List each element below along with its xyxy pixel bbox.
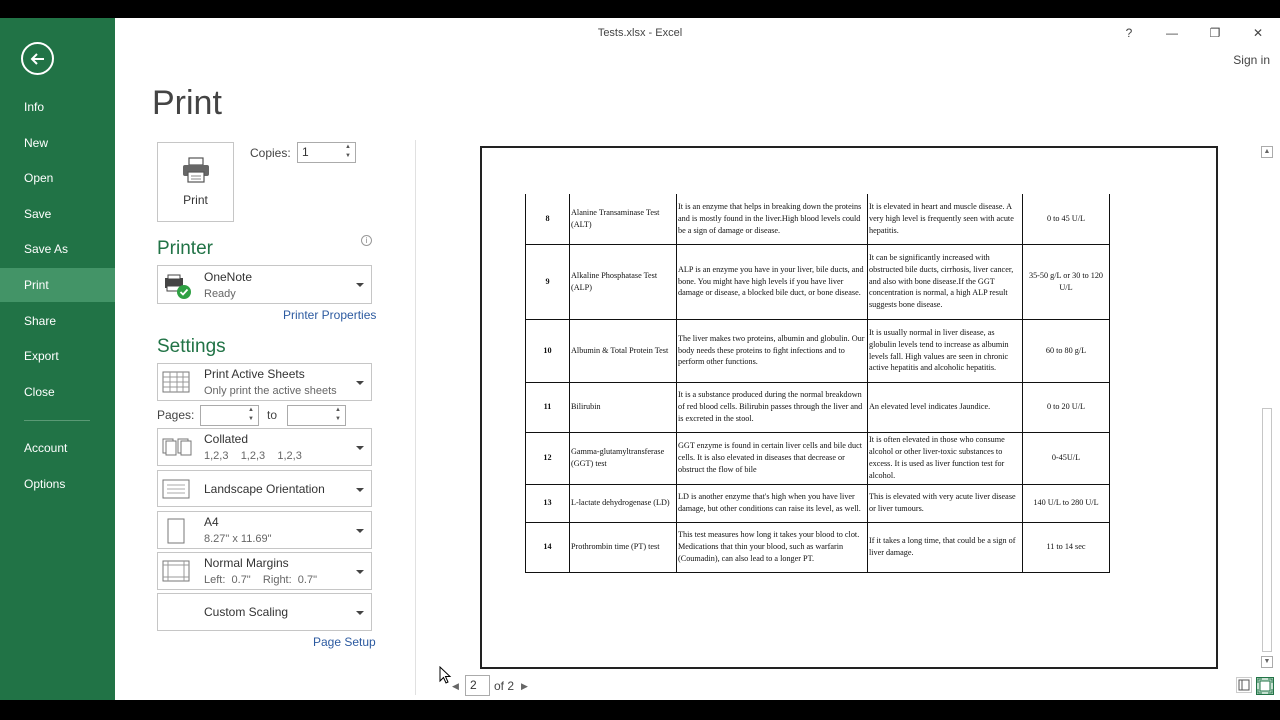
row-number: 13: [526, 484, 570, 522]
test-name: Bilirubin: [570, 382, 677, 432]
chevron-down-icon: [356, 529, 364, 533]
minimize-button[interactable]: —: [1166, 26, 1178, 40]
row-number: 14: [526, 522, 570, 572]
test-elevation: It is elevated in heart and muscle disease. A very high level is frequently seen with acute hepatitis.: [868, 194, 1023, 244]
landscape-page-icon: [161, 478, 191, 500]
test-description: ALP is an enzyme you have in your liver, bile ducts, and bone. You might have high levels if you have liver damage or disease, a blocked bile duct, or bone disease.: [677, 244, 868, 319]
collation-title: Collated: [204, 432, 249, 446]
next-page-icon[interactable]: ▶: [521, 681, 528, 691]
nav-share[interactable]: Share: [24, 314, 57, 328]
collation-dropdown[interactable]: [157, 428, 372, 466]
screen-top-letterbox: [0, 0, 1280, 18]
test-name: Gamma-glutamyltransferase (GGT) test: [570, 432, 677, 484]
page-count: of 2: [494, 679, 515, 693]
nav-info[interactable]: Info: [24, 100, 45, 114]
normal-range: 0 to 20 U/L: [1023, 382, 1110, 432]
window-title: Tests.xlsx - Excel: [597, 27, 683, 39]
sheet-grid-icon: [161, 370, 191, 394]
normal-range: 0 to 45 U/L: [1023, 194, 1110, 244]
paper-size-dropdown[interactable]: [157, 511, 372, 549]
copies-stepper[interactable]: ▲ ▼: [345, 144, 351, 159]
zoom-to-page-icon[interactable]: [1256, 677, 1274, 695]
test-description: It is a substance produced during the normal breakdown of red blood cells. Bilirubin passes through the liver and is excreted in the stool.: [677, 382, 868, 432]
collation-subtitle: 1,2,3 1,2,3 1,2,3: [204, 450, 302, 462]
preview-table: [525, 194, 1110, 573]
chevron-down-icon: [356, 570, 364, 574]
test-description: It is an enzyme that helps in breaking down the proteins and is mostly found in the liver.High blood levels could be a sign of damage or disease.: [677, 194, 868, 244]
back-arrow-icon: [28, 49, 48, 69]
test-name: Prothrombin time (PT) test: [570, 522, 677, 572]
printer-dropdown[interactable]: [157, 265, 372, 304]
previous-page-icon[interactable]: ◀: [452, 681, 459, 691]
chevron-down-icon: [356, 283, 364, 287]
test-name: Alanine Transaminase Test (ALT): [570, 194, 677, 244]
pages-label: Pages:: [157, 408, 195, 422]
row-number: 8: [526, 194, 570, 244]
info-icon[interactable]: i: [361, 235, 372, 246]
screen-bottom-letterbox: [0, 700, 1280, 720]
zoom-page-icon: [1257, 678, 1273, 694]
chevron-down-icon: [356, 611, 364, 615]
panel-divider: [415, 140, 416, 695]
margins-icon: [161, 559, 191, 583]
orientation-dropdown[interactable]: [157, 470, 372, 507]
table-row: [526, 484, 1110, 522]
normal-range: 0-45U/L: [1023, 432, 1110, 484]
test-elevation: It is often elevated in those who consume alcohol or other liver-toxic substances to excess. It is used as liver function test for alcohol.: [868, 432, 1023, 484]
paper-size-subtitle: 8.27" x 11.69": [204, 533, 272, 545]
table-row: [526, 522, 1110, 572]
pages-to-stepper[interactable]: ▲ ▼: [335, 407, 341, 422]
nav-close[interactable]: Close: [24, 385, 55, 399]
current-page-input[interactable]: 2: [465, 675, 490, 696]
scroll-down-icon[interactable]: ▼: [1261, 656, 1273, 668]
printer-icon: [182, 157, 210, 183]
page-setup-link[interactable]: Page Setup: [313, 635, 376, 649]
row-number: 9: [526, 244, 570, 319]
pages-from-stepper[interactable]: ▲ ▼: [248, 407, 254, 422]
test-elevation: This is elevated with very acute liver disease or liver tumours.: [868, 484, 1023, 522]
mouse-cursor-icon: [439, 666, 453, 686]
help-button[interactable]: ?: [1125, 26, 1133, 40]
show-margins-icon[interactable]: [1236, 677, 1252, 693]
test-description: LD is another enzyme that's high when you have liver damage, but other conditions can raise its level, as well.: [677, 484, 868, 522]
table-row: [526, 244, 1110, 319]
close-window-button[interactable]: ✕: [1252, 26, 1264, 40]
collated-icon: [161, 437, 193, 457]
restore-button[interactable]: ❐: [1209, 26, 1221, 40]
copies-value: 1: [302, 145, 309, 159]
table-row: [526, 319, 1110, 382]
scaling-title: Custom Scaling: [204, 605, 289, 619]
preview-scrollbar[interactable]: [1260, 144, 1274, 670]
margins-dropdown[interactable]: [157, 552, 372, 590]
test-description: This test measures how long it takes your blood to clot. Medications that thin your blood, such as warfarin (Coumadin), can also lead to a longer PT.: [677, 522, 868, 572]
printer-ready-icon: [163, 274, 193, 300]
scroll-thumb[interactable]: [1262, 408, 1272, 652]
printer-status: Ready: [204, 288, 236, 300]
portrait-page-icon: [166, 517, 186, 545]
test-elevation: An elevated level indicates Jaundice.: [868, 382, 1023, 432]
nav-save[interactable]: Save: [24, 207, 52, 221]
test-elevation: It can be significantly increased with obstructed bile ducts, cirrhosis, liver cancer, and also with bone disease.If the GGT concentration is normal, a high ALP result suggests bone disease.: [868, 244, 1023, 319]
test-name: Albumin & Total Protein Test: [570, 319, 677, 382]
back-button[interactable]: [21, 42, 54, 75]
printer-properties-link[interactable]: Printer Properties: [283, 308, 377, 322]
settings-heading: Settings: [157, 336, 226, 357]
excel-backstage: [0, 18, 1280, 700]
sign-in-link[interactable]: Sign in: [1233, 53, 1270, 67]
nav-save-as[interactable]: Save As: [24, 242, 69, 256]
normal-range: 60 to 80 g/L: [1023, 319, 1110, 382]
page-title: Print: [152, 84, 222, 122]
backstage-sidebar: [0, 18, 115, 700]
print-button[interactable]: [157, 142, 234, 222]
copies-label: Copies:: [250, 146, 291, 160]
copies-input[interactable]: [297, 142, 356, 163]
chevron-down-icon: [356, 446, 364, 450]
test-name: L-lactate dehydrogenase (LD): [570, 484, 677, 522]
nav-divider: [24, 420, 90, 421]
test-elevation: It is usually normal in liver disease, as globulin levels tend to increase as albumin levels fall. High values are seen in chronic active hepatitis and alcoholic hepatitis.: [868, 319, 1023, 382]
margins-subtitle: Left: 0.7" Right: 0.7": [204, 574, 317, 586]
row-number: 10: [526, 319, 570, 382]
pages-from-input[interactable]: [200, 405, 259, 426]
nav-open[interactable]: Open: [24, 171, 54, 185]
printer-name: OneNote: [204, 270, 253, 284]
print-what-title: Print Active Sheets: [204, 367, 305, 381]
print-button-label: Print: [183, 193, 208, 207]
test-name: Alkaline Phosphatase Test (ALP): [570, 244, 677, 319]
table-row: [526, 194, 1110, 244]
row-number: 11: [526, 382, 570, 432]
normal-range: 11 to 14 sec: [1023, 522, 1110, 572]
normal-range: 140 U/L to 280 U/L: [1023, 484, 1110, 522]
row-number: 12: [526, 432, 570, 484]
print-what-subtitle: Only print the active sheets: [204, 385, 337, 397]
margins-toggle-icon: [1237, 678, 1251, 692]
test-description: The liver makes two proteins, albumin and globulin. Our body needs these proteins to fight infections and to perform other functions.: [677, 319, 868, 382]
nav-export[interactable]: Export: [24, 349, 59, 363]
chevron-down-icon: [356, 488, 364, 492]
print-what-dropdown[interactable]: [157, 363, 372, 401]
nav-account[interactable]: Account: [24, 441, 68, 455]
print-preview-page: [480, 146, 1218, 669]
test-elevation: If it takes a long time, that could be a sign of liver damage.: [868, 522, 1023, 572]
orientation-title: Landscape Orientation: [204, 482, 325, 496]
nav-new[interactable]: New: [24, 136, 49, 150]
chevron-down-icon: [356, 381, 364, 385]
paper-size-title: A4: [204, 515, 219, 529]
scaling-dropdown[interactable]: [157, 593, 372, 631]
pages-to-input[interactable]: [287, 405, 346, 426]
table-row: [526, 382, 1110, 432]
scroll-up-icon[interactable]: ▲: [1261, 146, 1273, 158]
table-row: [526, 432, 1110, 484]
pages-to-label: to: [267, 408, 278, 422]
printer-heading: Printer: [157, 238, 213, 259]
nav-options[interactable]: Options: [24, 477, 66, 491]
normal-range: 35-50 g/L or 30 to 120 U/L: [1023, 244, 1110, 319]
test-description: GGT enzyme is found in certain liver cells and bile duct cells. It is also elevated in diseases that decrease or obstruct the flow of bile: [677, 432, 868, 484]
margins-title: Normal Margins: [204, 556, 289, 570]
nav-print[interactable]: Print: [0, 268, 115, 302]
